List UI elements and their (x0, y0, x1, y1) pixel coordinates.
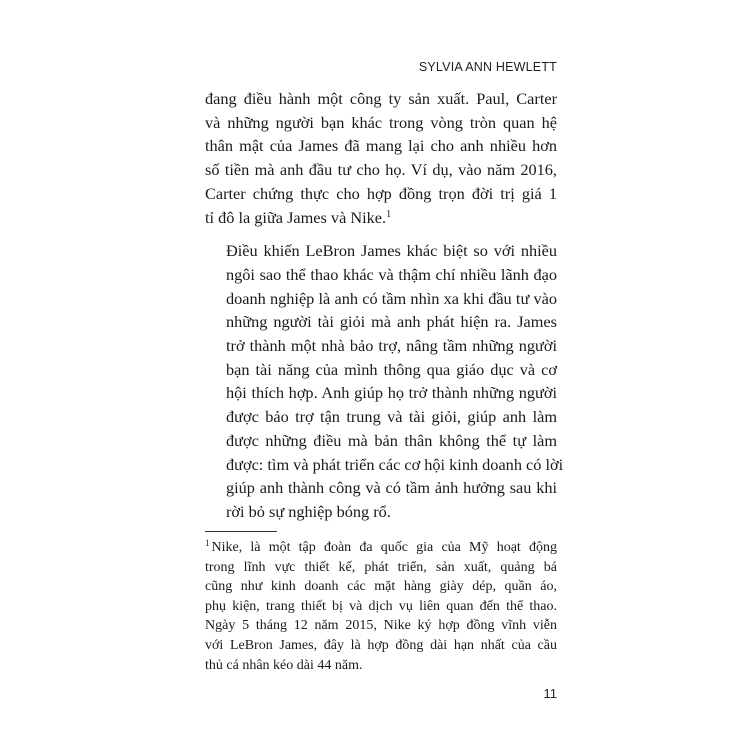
footnote-line: phụ kiện, trang thiết bị và dịch vụ liên quan đến thể thao. (205, 598, 557, 614)
footnote-line (205, 538, 557, 558)
text-line: Điều khiến LeBron James khác biệt so với nhiều (226, 241, 557, 261)
text-line: hội thích hợp. Anh giúp họ trở thành những người (226, 383, 557, 403)
paragraph-2 (205, 239, 564, 523)
page-number: 11 (543, 686, 557, 701)
text-line: trở thành một nhà bảo trợ, nâng tầm những người (226, 336, 557, 356)
footnote-line: Ngày 5 tháng 12 năm 2015, Nike ký hợp đồng vĩnh viễn (205, 618, 557, 634)
footnote-divider (205, 531, 277, 532)
text-line: Carter chứng thực cho hợp đồng trọn đời trị giá 1 (205, 183, 557, 203)
text-line: giúp anh thành công và có tầm ảnh hưởng sau khi (226, 478, 557, 498)
text-line: ngôi sao thể thao khác và thậm chí nhiều lãnh đạo (226, 264, 557, 284)
paragraph-1 (205, 87, 557, 229)
text-line-last: rời bỏ sự nghiệp bóng rổ. (226, 501, 391, 521)
body-text (205, 87, 564, 524)
footnote-line-last: thủ cá nhân kéo dài 44 năm. (205, 657, 363, 673)
text-line-last (205, 206, 557, 230)
text-line: doanh nghiệp là anh có tầm nhìn xa khi đầu tư vào (226, 288, 557, 308)
footnote-line: trong lĩnh vực thiết kế, phát triển, sản xuất, quảng bá (205, 559, 557, 575)
text-line: những người tài giỏi mà anh phát hiện ra. James (226, 312, 557, 332)
text-line: được những điều mà bản thân không thể tự làm (226, 430, 557, 450)
running-head: SYLVIA ANN HEWLETT (418, 60, 557, 74)
text-line: số tiền mà anh đầu tư cho họ. Ví dụ, vào năm 2016, (205, 160, 557, 180)
text-line: đang điều hành một công ty sản xuất. Paul, Carter (205, 89, 557, 108)
footnote-reference[interactable]: 1 (386, 208, 392, 220)
footnote-marker: 1 (205, 538, 210, 548)
text-line: thân mật của James đã mang lại cho anh nhiều hơn (205, 136, 557, 156)
footnote-line: với LeBron James, đây là hợp đồng dài hạn nhất của cầu (205, 637, 557, 653)
text-line: bạn tài năng của mình thông qua giáo dục và cơ (226, 359, 557, 379)
footnote (205, 538, 557, 675)
text-line-content: tỉ đô la giữa James và Nike. (205, 207, 387, 227)
text-line: được bảo trợ tận trung và tài giỏi, giúp anh làm (226, 407, 557, 427)
text-line: và những người bạn khác trong vòng tròn quan hệ (205, 112, 557, 132)
footnote-line-content: Nike, là một tập đoàn đa quốc gia của Mỹ hoạt động (211, 540, 557, 555)
text-line: được: tìm và phát triển các cơ hội kinh doanh có lời (226, 454, 564, 474)
footnote-line: cũng như kinh doanh các mặt hàng giày dép, quần áo, (205, 579, 557, 595)
